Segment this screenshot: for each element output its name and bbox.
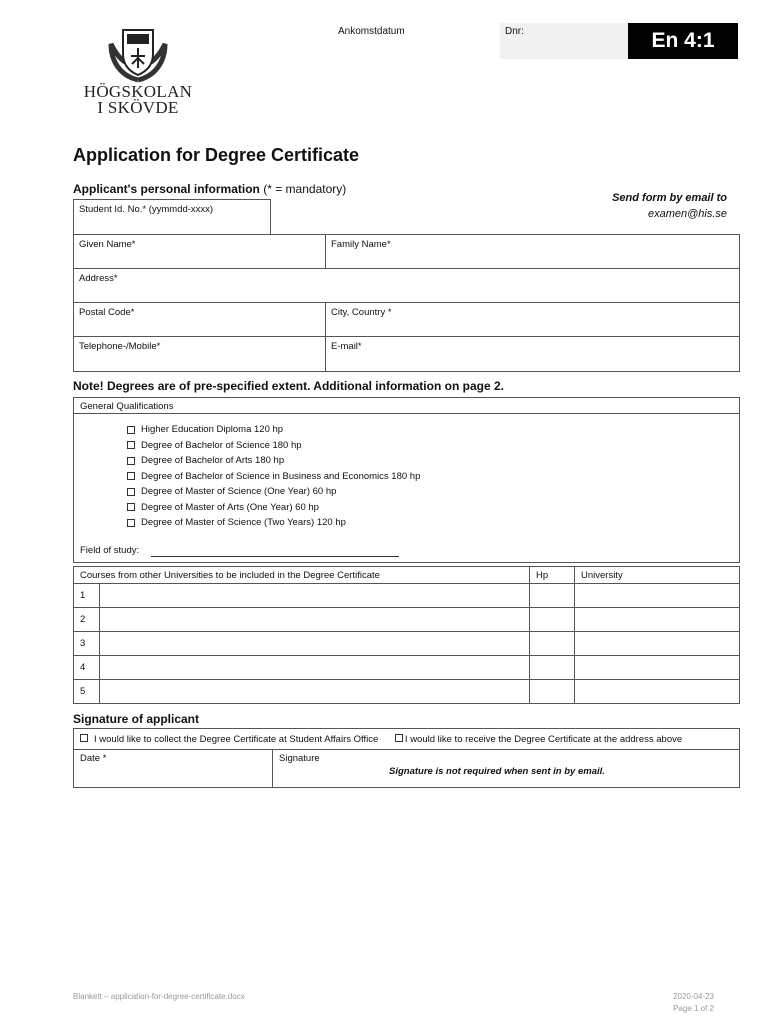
footer-filename: Blankett – application-for-degree-certificate.docx — [73, 992, 245, 1001]
field-of-study-label: Field of study: — [80, 545, 140, 556]
qualification-label: Degree of Master of Arts (One Year) 60 hp — [141, 501, 319, 513]
row-number: 2 — [74, 608, 100, 632]
qualification-label: Degree of Master of Science (Two Years) 120 hp — [141, 517, 346, 529]
table-row — [74, 584, 740, 608]
qualification-option[interactable] — [127, 422, 420, 438]
telephone-field[interactable] — [73, 336, 326, 372]
signature-table — [73, 728, 740, 788]
table-row — [74, 632, 740, 656]
logo-name-line1: HÖGSKOLAN — [83, 82, 193, 101]
courses-table — [73, 566, 740, 704]
footer-date: 2020-04-23 — [673, 992, 714, 1001]
signature-heading: Signature of applicant — [73, 712, 200, 726]
qualification-option[interactable] — [127, 438, 420, 454]
general-qualifications-box — [73, 397, 740, 563]
university-column-header: University — [575, 567, 740, 584]
university-cell[interactable] — [575, 680, 740, 704]
checkbox-icon[interactable] — [127, 472, 135, 480]
postal-code-field[interactable] — [73, 302, 326, 337]
delivery-options — [74, 729, 740, 750]
family-name-field[interactable] — [325, 234, 740, 269]
course-cell[interactable] — [100, 632, 530, 656]
given-name-field[interactable] — [73, 234, 326, 269]
address-label: Address* — [79, 273, 118, 284]
course-cell[interactable] — [100, 680, 530, 704]
checkbox-icon[interactable] — [80, 734, 88, 742]
email-field[interactable] — [325, 336, 740, 372]
checkbox-icon[interactable] — [127, 503, 135, 511]
student-id-label: Student Id. No.* (yymmdd-xxxx) — [79, 204, 214, 215]
date-label: Date * — [80, 753, 107, 764]
qualification-label: Degree of Master of Science (One Year) 60 hp — [141, 486, 337, 498]
qualification-label: Degree of Bachelor of Science in Business and Economics 180 hp — [141, 470, 421, 482]
email-address-link[interactable]: examen@his.se — [647, 208, 727, 220]
crest-icon — [103, 22, 173, 84]
qualification-option[interactable] — [127, 453, 420, 469]
qualification-list — [127, 422, 420, 531]
hp-cell[interactable] — [530, 632, 575, 656]
row-number: 5 — [74, 680, 100, 704]
qualification-label: Degree of Bachelor of Arts 180 hp — [141, 455, 285, 467]
degree-note: Note! Degrees are of pre-specified extent. Additional information on page 2. — [73, 379, 504, 393]
row-number: 3 — [74, 632, 100, 656]
registration-number-label: Dnr: — [505, 26, 524, 37]
table-row — [74, 680, 740, 704]
city-country-label: City, Country * — [331, 307, 392, 318]
send-by-email-text: Send form by email to — [612, 192, 727, 204]
email-label: E-mail* — [331, 341, 362, 352]
mail-option[interactable] — [395, 734, 682, 745]
qualification-option[interactable] — [127, 484, 420, 500]
checkbox-icon[interactable] — [127, 441, 135, 449]
qualification-option[interactable] — [127, 469, 420, 485]
mandatory-note: (* = mandatory) — [263, 182, 347, 196]
logo-name-line2: I SKÖVDE — [97, 98, 179, 117]
hp-cell[interactable] — [530, 608, 575, 632]
table-header-row — [74, 567, 740, 584]
page-title: Application for Degree Certificate — [73, 145, 360, 165]
footer-page-number: Page 1 of 2 — [673, 1004, 714, 1013]
general-qualifications-heading: General Qualifications — [74, 398, 739, 414]
university-cell[interactable] — [575, 656, 740, 680]
course-cell[interactable] — [100, 608, 530, 632]
checkbox-icon[interactable] — [127, 519, 135, 527]
table-row — [74, 608, 740, 632]
checkbox-icon[interactable] — [127, 426, 135, 434]
signature-note: Signature is not required when sent in by email. — [389, 766, 605, 777]
university-cell[interactable] — [575, 608, 740, 632]
given-name-label: Given Name* — [79, 239, 136, 250]
checkbox-icon[interactable] — [127, 488, 135, 496]
collect-option[interactable] — [80, 734, 378, 745]
checkbox-icon[interactable] — [395, 734, 403, 742]
arrival-date-label: Ankomstdatum — [338, 26, 405, 37]
family-name-label: Family Name* — [331, 239, 391, 250]
address-field[interactable] — [73, 268, 740, 303]
course-cell[interactable] — [100, 584, 530, 608]
student-id-field[interactable] — [73, 199, 271, 235]
personal-info-grid — [73, 234, 740, 372]
city-country-field[interactable] — [325, 302, 740, 337]
personal-info-heading — [73, 182, 346, 196]
checkbox-icon[interactable] — [127, 457, 135, 465]
table-row — [74, 656, 740, 680]
hp-column-header: Hp — [530, 567, 575, 584]
course-cell[interactable] — [100, 656, 530, 680]
postal-code-label: Postal Code* — [79, 307, 135, 318]
signature-label: Signature — [279, 753, 320, 764]
date-field[interactable] — [74, 750, 273, 788]
field-of-study-input[interactable] — [151, 556, 399, 557]
university-logo — [78, 22, 198, 122]
signature-field[interactable] — [273, 750, 740, 788]
mail-option-label: I would like to receive the Degree Certificate at the address above — [404, 733, 683, 745]
telephone-label: Telephone-/Mobile* — [79, 341, 161, 352]
hp-cell[interactable] — [530, 680, 575, 704]
personal-info-heading-text: Applicant's personal information — [73, 182, 260, 196]
row-number: 4 — [74, 656, 100, 680]
qualification-option[interactable] — [127, 500, 420, 516]
form-code-badge: En 4:1 — [628, 23, 738, 59]
row-number: 1 — [74, 584, 100, 608]
qualification-label: Degree of Bachelor of Science 180 hp — [141, 439, 302, 451]
hp-cell[interactable] — [530, 656, 575, 680]
qualification-label: Higher Education Diploma 120 hp — [141, 424, 284, 436]
university-cell[interactable] — [575, 584, 740, 608]
course-column-header: Courses from other Universities to be included in the Degree Certificate — [74, 567, 530, 584]
qualification-option[interactable] — [127, 515, 420, 531]
hp-cell[interactable] — [530, 584, 575, 608]
collect-option-label: I would like to collect the Degree Certificate at Student Affairs Office — [94, 733, 379, 745]
send-instructions — [612, 190, 727, 222]
university-cell[interactable] — [575, 632, 740, 656]
